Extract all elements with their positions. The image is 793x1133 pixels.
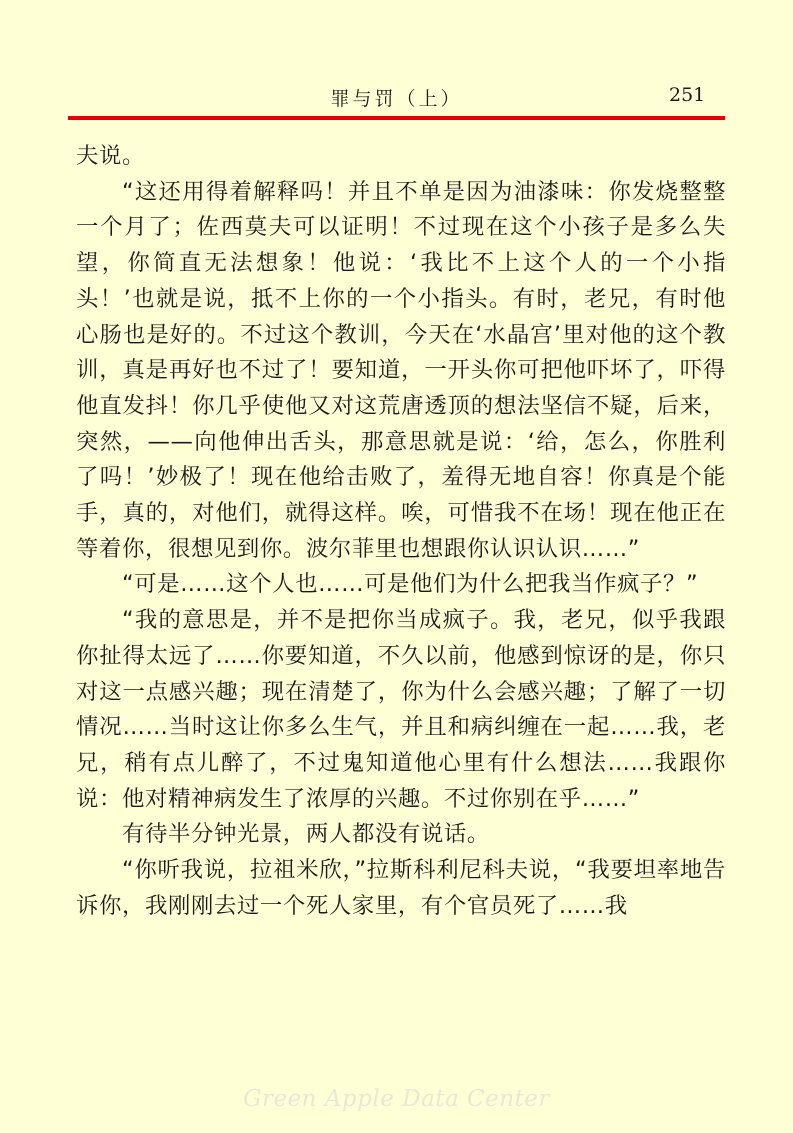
header-rule (68, 116, 725, 120)
running-title: 罪与罚（上） (330, 88, 463, 110)
body-text (76, 139, 726, 924)
page-number: 251 (669, 84, 706, 106)
paragraph: “这还用得着解释吗！并且不单是因为油漆味：你发烧整整一个月了；佐西莫夫可以证明！不过现在这个小孩子是多么失望，你简直无法想象！他说：‘我比不上这个人的一个小指头！’也就是说，抵不上你的一个小指头。有时，老兄，有时他心肠也是好的。不过这个教训，今天在‘水晶宫’里对他的这个教训，真是再好也不过了！要知道，一开头你可把他吓坏了，吓得他直发抖！你几乎使他又对这荒唐透顶的想法坚信不疑，后来，突然，——向他伸出舌头，那意思就是说：‘给，怎么，你胜利了吗！’妙极了！现在他给击败了，羞得无地自容！你真是个能手，真的，对他们，就得这样。唉，可惜我不在场！现在他正在等着你，很想见到你。波尔菲里也想跟你认识认识……” (76, 178, 726, 562)
paragraph: 有待半分钟光景，两人都没有说话。 (122, 821, 490, 848)
paragraph: “你听我说，拉祖米欣，”拉斯科利尼科夫说，“我要坦率地告诉你，我刚刚去过一个死人家里，有个官员死了……我 (76, 857, 726, 919)
paragraph: “可是……这个人也……可是他们为什么把我当作疯子？” (122, 571, 699, 598)
paragraph: 夫说。 (76, 143, 145, 169)
watermark: Green Apple Data Center (243, 1086, 550, 1112)
paragraph: “我的意思是，并不是把你当成疯子。我，老兄，似乎我跟你扯得太远了……你要知道，不久以前，他感到惊讶的是，你只对这一点感兴趣；现在清楚了，你为什么会感兴趣；了解了一切情况……当时这让你多么生气，并且和病纠缠在一起……我，老兄，稍有点儿醉了，不过鬼知道他心里有什么想法……我跟你说：他对精神病发生了浓厚的兴趣。不过你别在乎……” (76, 607, 726, 812)
